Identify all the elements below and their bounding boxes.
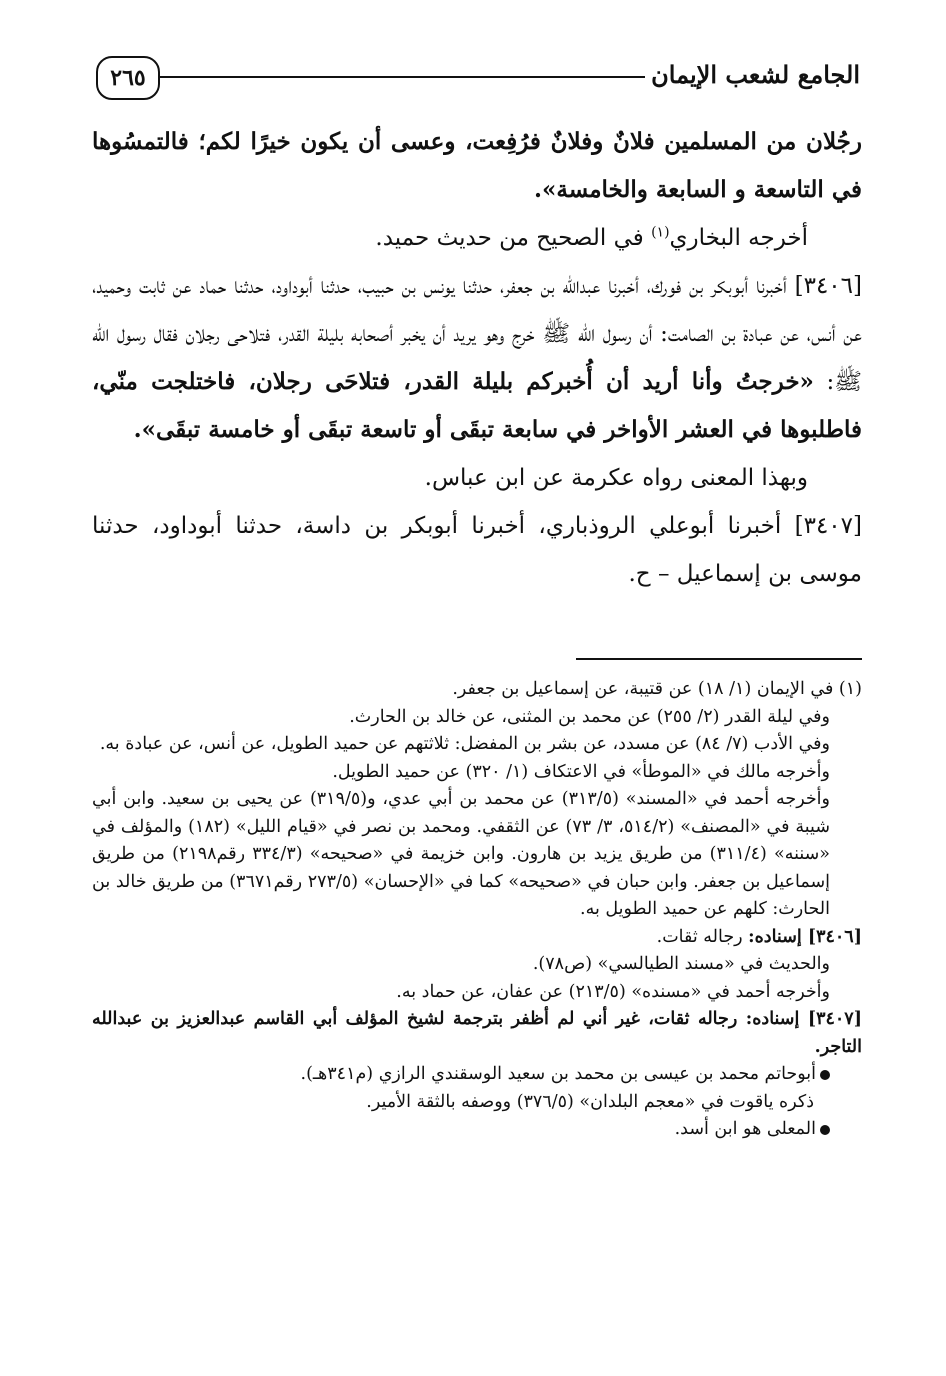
footnote-line: ذكره ياقوت في «معجم البلدان» (٣٧٦/٥) ووصفه بالثقة الأمير.	[366, 1091, 814, 1112]
running-header	[96, 56, 860, 102]
footnote-3406-label: [٣٤٠٦] إسناده:	[748, 926, 862, 947]
hadith-3406-isnad: [٣٤٠٦] أخبرنا أبوبكر بن فورك، أخبرنا عبدالله بن جعفر، حدثنا يونس بن حبيب، حدثنا أبوداود، حدثنا حماد عن ثابت وحميد، عن أنس، عن عبادة بن الصامت: أن رسول الله ﷺ خرج وهو يريد أن يخبر أصحابه بليلة القدر، فتلاحى رجلان فقال رسول الله ﷺ:	[92, 273, 862, 395]
hadith-3407: [٣٤٠٧] أخبرنا أبوعلي الروذباري، أخبرنا أبوبكر بن داسة، حدثنا أبوداود، حدثنا موسى بن إسماعيل – ح.	[92, 513, 862, 587]
footnote-line: وفي ليلة القدر (٢/ ٢٥٥) عن محمد بن المثنى، عن خالد بن الحارث.	[349, 706, 830, 727]
footnote-ref: (١)	[651, 224, 670, 241]
footnote-line: وأخرجه أحمد في «المسند» (٣١٣/٥) عن محمد بن أبي عدي، و(٣١٩/٥) عن يحيى بن سعيد. وابن أبي شيبة في «المصنف» (٥١٤/٢، ٣/ ٧٣) عن الثقفي. ومحمد بن نصر في «قيام الليل» (١٨٢) والمؤلف في «سننه» (٣١١/٤) من طريق يزيد بن هارون. وابن خزيمة في «صحيحه» (٣٣٤/٣ رقم٢١٩٨) من طريق إسماعيل بن جعفر. وابن حبان في «صحيحه» كما في «الإحسان» (٢٧٣/٥ رقم٣٦٧١) من طريق خالد بن الحارث: كلهم عن حميد الطويل به.	[92, 789, 831, 919]
takhrij-tail: في الصحيح من حديث حميد.	[375, 225, 652, 251]
main-text	[92, 118, 862, 598]
footnote-line: وأخرجه أحمد في «مسنده» (٢١٣/٥) عن عفان، عن حماد به.	[396, 981, 830, 1002]
footnote-3406-text: رجاله ثقات.	[656, 926, 749, 947]
ikrima-note: وبهذا المعنى رواه عكرمة عن ابن عباس.	[424, 465, 808, 491]
hadith-3406-matn: «خرجتُ وأنا أريد أن أُخبركم بليلة القدر، فتلاحَى رجلان، فاختلجت منّي، فاطلبوها في العشر الأواخر في سابعة تبقَى أو تاسعة تبقَى أو خامسة تبقَى».	[92, 368, 862, 443]
footnote-line: والحديث في «مسند الطيالسي» (ص٧٨).	[532, 954, 830, 974]
footnote-1: (١) في الإيمان (١/ ١٨) عن قتيبة، عن إسماعيل بن جعفر.	[452, 679, 862, 699]
footnote-separator	[576, 658, 862, 660]
footnotes	[92, 676, 862, 1144]
bullet-icon	[820, 1125, 830, 1135]
hadith-3406	[92, 262, 862, 454]
hadith-continuation: رجُلان من المسلمين فلانٌ وفلانٌ فرُفِعت، وعسى أن يكون خيرًا لكم؛ فالتمسُوها في التاسعة و السابعة والخامسة».	[92, 128, 862, 203]
takhrij-paragraph	[92, 214, 862, 262]
bullet-icon	[820, 1070, 830, 1080]
footnote-3407: [٣٤٠٧] إسناده: رجاله ثقات، غير أني لم أظفر بترجمة لشيخ المؤلف أبي القاسم عبدالعزيز بن عبدالله التاجر.	[92, 1009, 862, 1057]
page-number: ٢٦٥	[96, 56, 160, 100]
footnote-bullet-item	[92, 1116, 862, 1144]
footnote-line: وفي الأدب (٧/ ٨٤) عن مسدد، عن بشر بن المفضل: ثلاثتهم عن حميد الطويل، عن أنس، عن عبادة به.	[99, 734, 830, 754]
takhrij-text: أخرجه البخاري	[669, 225, 808, 251]
footnote-bullet-text: أبوحاتم محمد بن عيسى بن محمد بن سعيد الوسقندي الرازي (م٣٤١هـ).	[300, 1064, 816, 1084]
header-rule	[160, 76, 645, 78]
footnote-bullet-text: المعلى هو ابن أسد.	[674, 1119, 816, 1139]
footnote-bullet-item	[92, 1061, 862, 1089]
footnote-3406	[92, 924, 862, 952]
book-title: الجامع لشعب الإيمان	[651, 60, 860, 89]
footnote-line: وأخرجه مالك في «الموطأ» في الاعتكاف (١/ ٣٢٠) عن حميد الطويل.	[332, 761, 830, 782]
